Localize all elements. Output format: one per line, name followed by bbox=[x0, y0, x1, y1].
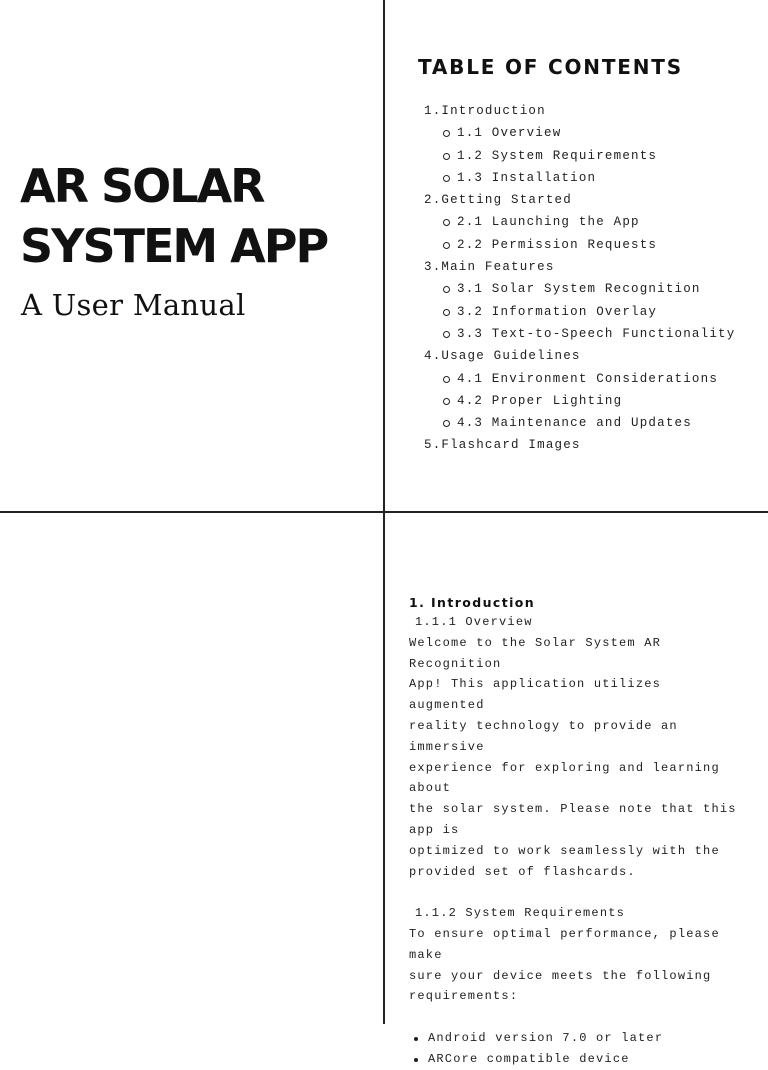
paragraph-line: Welcome to the Solar System AR Recognition bbox=[409, 635, 662, 671]
paragraph-line: provided set of flashcards. bbox=[409, 864, 636, 879]
hollow-bullet-icon bbox=[443, 130, 450, 137]
toc-subitem[interactable] bbox=[418, 234, 758, 256]
paragraph-line: reality technology to provide an immersive bbox=[409, 718, 678, 754]
toc-item-number: 2. bbox=[424, 193, 442, 208]
introduction-section bbox=[409, 594, 744, 1070]
list-item-text: ARCore compatible device bbox=[428, 1051, 630, 1066]
cover-subtitle: A User Manual bbox=[21, 288, 246, 322]
cover-title bbox=[20, 156, 360, 276]
toc-item-number: 3. bbox=[424, 260, 442, 275]
toc-subitem-label: 2.2 Permission Requests bbox=[457, 237, 658, 252]
toc-subitem-label: 4.2 Proper Lighting bbox=[457, 393, 623, 408]
paragraph-line: optimized to work seamlessly with the bbox=[409, 843, 720, 858]
hollow-bullet-icon bbox=[443, 242, 450, 249]
toc-subitem[interactable] bbox=[418, 211, 758, 233]
requirements-heading: 1.1.2 System Requirements bbox=[415, 906, 626, 921]
hollow-bullet-icon bbox=[443, 376, 450, 383]
paragraph-line: experience for exploring and learning about bbox=[409, 760, 720, 796]
toc-subitem[interactable] bbox=[418, 368, 758, 390]
toc-item-number: 5. bbox=[424, 438, 442, 453]
hollow-bullet-icon bbox=[443, 309, 450, 316]
toc-list bbox=[418, 100, 758, 457]
toc-item-label: Main Features bbox=[441, 260, 555, 275]
paragraph-line: App! This application utilizes augmented bbox=[409, 677, 662, 713]
paragraph-spacer bbox=[409, 882, 744, 903]
toc-subitem-label: 4.3 Maintenance and Updates bbox=[457, 416, 692, 431]
bullet-icon bbox=[414, 1058, 418, 1062]
hollow-bullet-icon bbox=[443, 219, 450, 226]
hollow-bullet-icon bbox=[443, 398, 450, 405]
toc-subitem-label: 3.3 Text-to-Speech Functionality bbox=[457, 326, 736, 341]
toc-subitem[interactable] bbox=[418, 323, 758, 345]
toc-item-number: 4. bbox=[424, 349, 442, 364]
paragraph-line: sure your device meets the following bbox=[409, 968, 712, 983]
toc-item[interactable] bbox=[418, 189, 758, 211]
list-item bbox=[409, 1049, 744, 1070]
toc-subitem-label: 1.3 Installation bbox=[457, 170, 597, 185]
requirements-list bbox=[409, 1028, 744, 1070]
toc-item[interactable] bbox=[418, 345, 758, 367]
overview-heading: 1.1.1 Overview bbox=[415, 615, 533, 629]
toc-subitem[interactable] bbox=[418, 278, 758, 300]
hollow-bullet-icon bbox=[443, 153, 450, 160]
paragraph-spacer bbox=[409, 1007, 744, 1028]
toc-item-label: Flashcard Images bbox=[441, 438, 581, 453]
toc-subitem[interactable] bbox=[418, 390, 758, 412]
toc-subitem[interactable] bbox=[418, 412, 758, 434]
toc-subitem-label: 1.1 Overview bbox=[457, 126, 562, 141]
toc-subitem[interactable] bbox=[418, 167, 758, 189]
cover-title-line-2: SYSTEM APP bbox=[20, 219, 328, 273]
toc-subitem-label: 3.2 Information Overlay bbox=[457, 304, 658, 319]
toc-item[interactable] bbox=[418, 100, 758, 122]
toc-subitem-label: 4.1 Environment Considerations bbox=[457, 371, 719, 386]
toc-item[interactable] bbox=[418, 256, 758, 278]
hollow-bullet-icon bbox=[443, 420, 450, 427]
toc-subitem[interactable] bbox=[418, 122, 758, 144]
hollow-bullet-icon bbox=[443, 331, 450, 338]
horizontal-page-divider bbox=[0, 511, 768, 513]
cover-title-line-1: AR SOLAR bbox=[20, 159, 264, 213]
toc-item-label: Getting Started bbox=[441, 193, 572, 208]
toc-subitem[interactable] bbox=[418, 145, 758, 167]
bullet-icon bbox=[414, 1037, 418, 1041]
paragraph-line: requirements: bbox=[409, 989, 519, 1004]
paragraph-line: To ensure optimal performance, please make bbox=[409, 926, 720, 962]
list-item bbox=[409, 1028, 744, 1049]
toc-subitem-label: 2.1 Launching the App bbox=[457, 215, 640, 230]
hollow-bullet-icon bbox=[443, 286, 450, 293]
toc-item[interactable] bbox=[418, 434, 758, 456]
toc-item-number: 1. bbox=[424, 104, 442, 118]
toc-subitem-label: 3.1 Solar System Recognition bbox=[457, 282, 701, 297]
toc-title: TABLE OF CONTENTS bbox=[418, 55, 683, 79]
section-heading: 1. Introduction bbox=[409, 595, 536, 610]
paragraph-line: the solar system. Please note that this app is bbox=[409, 802, 737, 837]
toc-subitem[interactable] bbox=[418, 301, 758, 323]
list-item-text: Android version 7.0 or later bbox=[428, 1030, 664, 1045]
toc-item-label: Usage Guidelines bbox=[441, 349, 581, 364]
toc-item-label: Introduction bbox=[441, 104, 546, 118]
toc-subitem-label: 1.2 System Requirements bbox=[457, 148, 658, 163]
hollow-bullet-icon bbox=[443, 175, 450, 182]
table-of-contents bbox=[418, 52, 758, 457]
